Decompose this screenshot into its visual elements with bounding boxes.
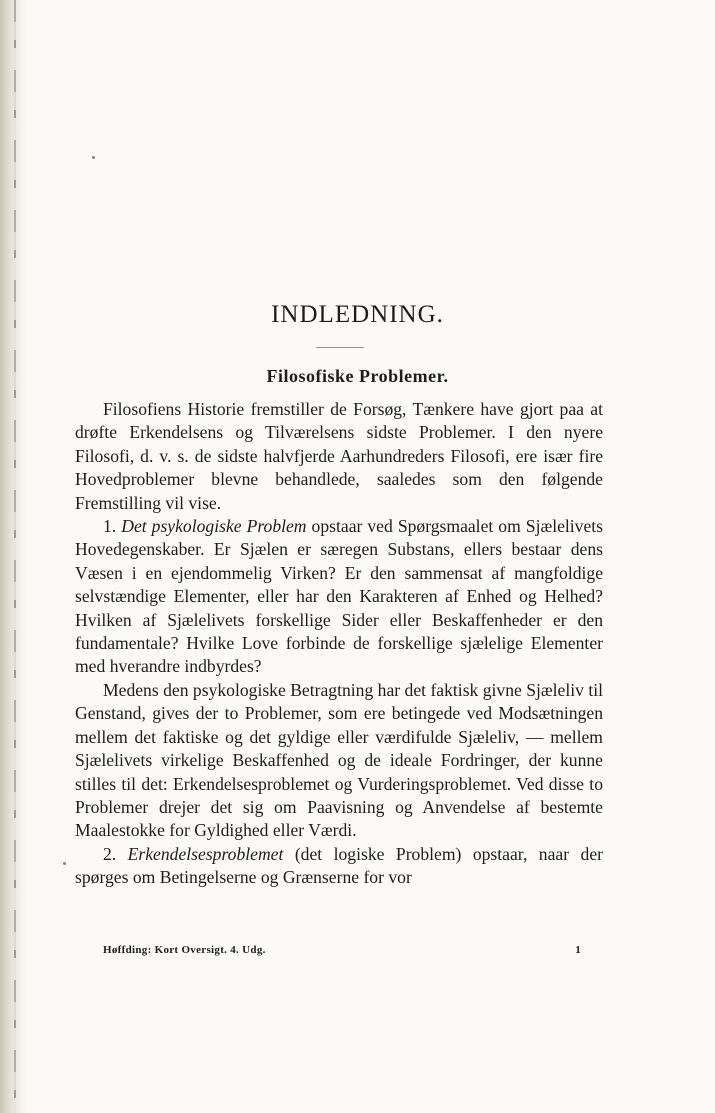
chapter-heading: INDLEDNING. <box>271 301 444 328</box>
heading-divider <box>316 347 364 348</box>
sheet-signature: 1 <box>575 944 581 956</box>
item-number: 1. <box>103 516 122 537</box>
paper-speck <box>63 862 66 865</box>
item-number: 2. <box>103 843 128 864</box>
paragraph: Filosofiens Historie fremstiller de Forsøg, Tænkere have gjort paa at drøfte Erkendelsens og Tilværelsens sidste Problemer. I den nyere Filosofi, d. v. s. de sidste halvfjerde Aarhundreders Filosofi, ere især fire Hovedproblemer blevne behandlede, saaledes som den følgende Fremstilling vil vise. <box>75 399 603 513</box>
body-text <box>75 398 603 890</box>
paragraph: Medens den psykologiske Betragtning har det faktisk givne Sjæleliv til Genstand, gives der to Problemer, som ere betingede ved Modsætningen mellem det faktiske og det gyldige eller værdifulde Sjæleliv, — mellem Sjælelivets virkelige Beskaffenhed og de ideale Fordringer, der kunne stilles til det: Erkendelsesproblemet og Vurderingsproblemet. Ved disse to Problemer drejer det sig om Paavisning og Anvendelse af bestemte Maalestokke for Gyldighed eller Værdi. <box>75 679 603 841</box>
footer-signature-line: Høffding: Kort Oversigt. 4. Udg. <box>103 944 266 956</box>
paragraph <box>75 515 603 679</box>
paragraph <box>75 843 603 890</box>
paragraph-text: opstaar ved Spørgsmaalet om Sjælelivets Hovedegenskaber. Er Sjælen er særegen Substans, ellers bestaar dens Væsen i en ejendommelig Virken? Er den sammensat af mangfoldige selvstændige Elementer, eller har den Karakteren af Enhed og Helhed? Hvilken af Sjælelivets forskellige Sider eller Beskaffenheder er den fundamentale? Hvilke Love forbinde de forskellige sjælelige Elementer med hverandre indbyrdes? <box>75 516 604 677</box>
paper-speck <box>92 156 95 159</box>
binding-edge-shadow <box>14 0 16 1113</box>
italic-term: Erkendelsesproblemet <box>127 843 284 864</box>
section-heading: Filosofiske Problemer. <box>266 366 449 386</box>
italic-term: Det psykologiske Problem <box>121 516 307 537</box>
paragraph-text: (det logiske Problem) opstaar, naar der spørges om Betingelserne og Grænserne for vor <box>75 843 603 888</box>
